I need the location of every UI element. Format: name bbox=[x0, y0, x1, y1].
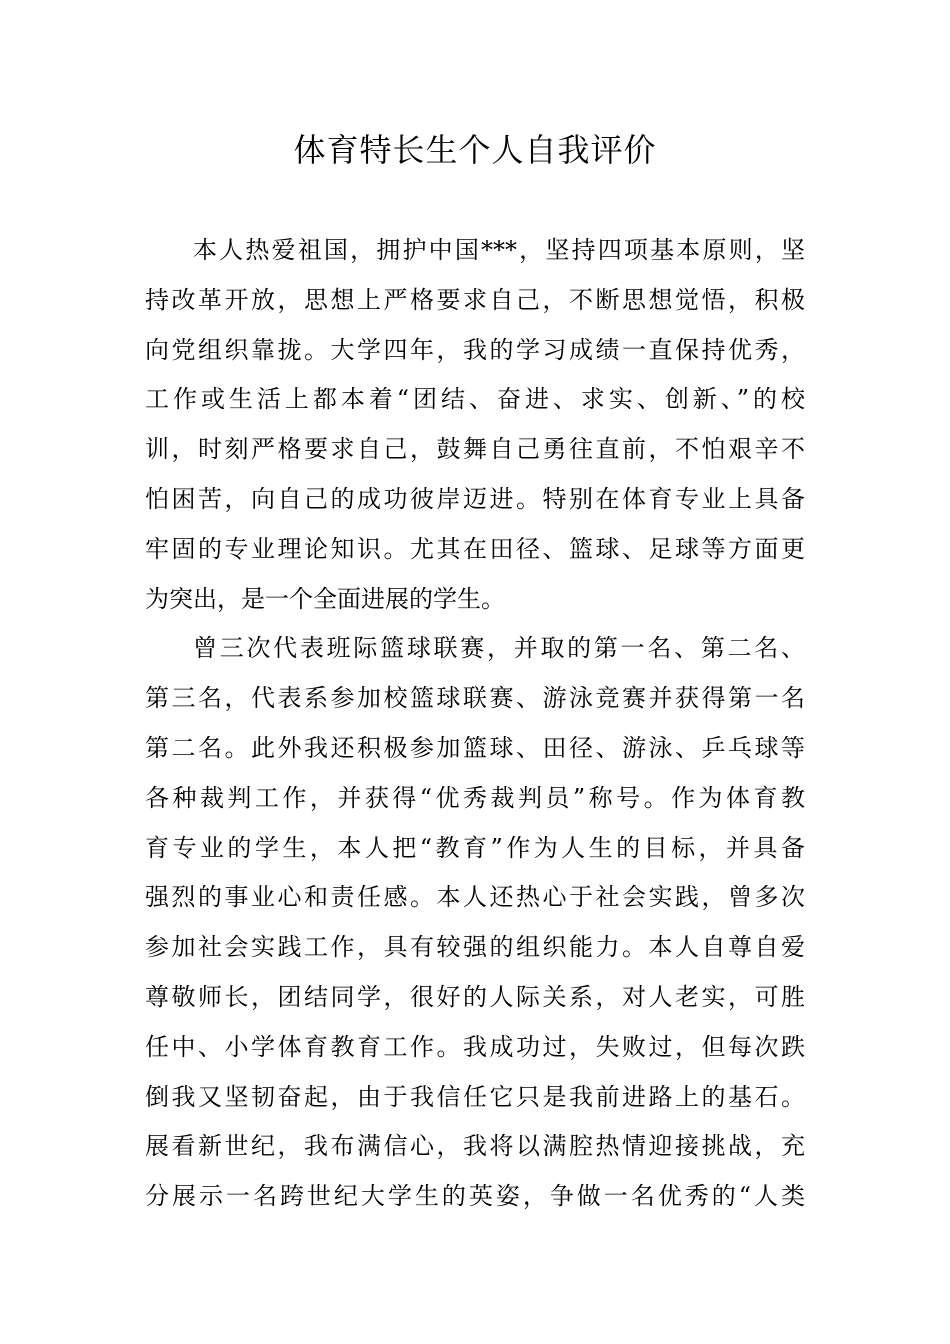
text-line: 第三名，代表系参加校篮球联赛、游泳竞赛并获得第一名 bbox=[145, 684, 805, 713]
document-body bbox=[145, 226, 805, 1222]
text-line: 本人热爱祖国，拥护中国***，坚持四项基本原则，坚 bbox=[193, 236, 805, 264]
paragraph-2 bbox=[145, 624, 805, 1222]
text-line: 强烈的事业心和责任感。本人还热心于社会实践，曾多次 bbox=[145, 883, 805, 912]
text-line: 尊敬师长，团结同学，很好的人际关系，对人老实，可胜 bbox=[145, 982, 805, 1011]
text-line: 育专业的学生，本人把“教育”作为人生的目标，并具备 bbox=[145, 833, 805, 862]
text-line: 曾三次代表班际篮球联赛，并取的第一名、第二名、 bbox=[193, 634, 805, 663]
text-line: 参加社会实践工作，具有较强的组织能力。本人自尊自爱 bbox=[145, 933, 805, 962]
paragraph-1 bbox=[145, 226, 805, 624]
text-line: 分展示一名跨世纪大学生的英姿，争做一名优秀的“人类 bbox=[145, 1182, 805, 1211]
text-line: 训，时刻严格要求自己，鼓舞自己勇往直前，不怕艰辛不 bbox=[145, 435, 805, 464]
text-line: 工作或生活上都本着“团结、奋进、求实、创新、”的校 bbox=[145, 385, 805, 414]
text-line: 任中、小学体育教育工作。我成功过，失败过，但每次跌 bbox=[145, 1032, 805, 1061]
text-line: 怕困苦，向自己的成功彼岸迈进。特别在体育专业上具备 bbox=[145, 484, 805, 513]
text-line: 第二名。此外我还积极参加篮球、田径、游泳、乒乓球等 bbox=[145, 733, 805, 762]
text-line: 展看新世纪，我布满信心，我将以满腔热情迎接挑战，充 bbox=[145, 1132, 805, 1161]
text-line: 倒我又坚韧奋起，由于我信任它只是我前进路上的基石。 bbox=[145, 1082, 805, 1111]
text-line: 持改革开放，思想上严格要求自己，不断思想觉悟，积极 bbox=[145, 285, 805, 314]
text-line: 向党组织靠拢。大学四年，我的学习成绩一直保持优秀， bbox=[145, 335, 805, 364]
page-title: 体育特长生个人自我评价 bbox=[293, 131, 657, 169]
text-line: 各种裁判工作，并获得“优秀裁判员”称号。作为体育教 bbox=[145, 783, 805, 812]
text-line: 为突出，是一个全面进展的学生。 bbox=[145, 584, 505, 613]
text-line: 牢固的专业理论知识。尤其在田径、篮球、足球等方面更 bbox=[145, 534, 805, 563]
